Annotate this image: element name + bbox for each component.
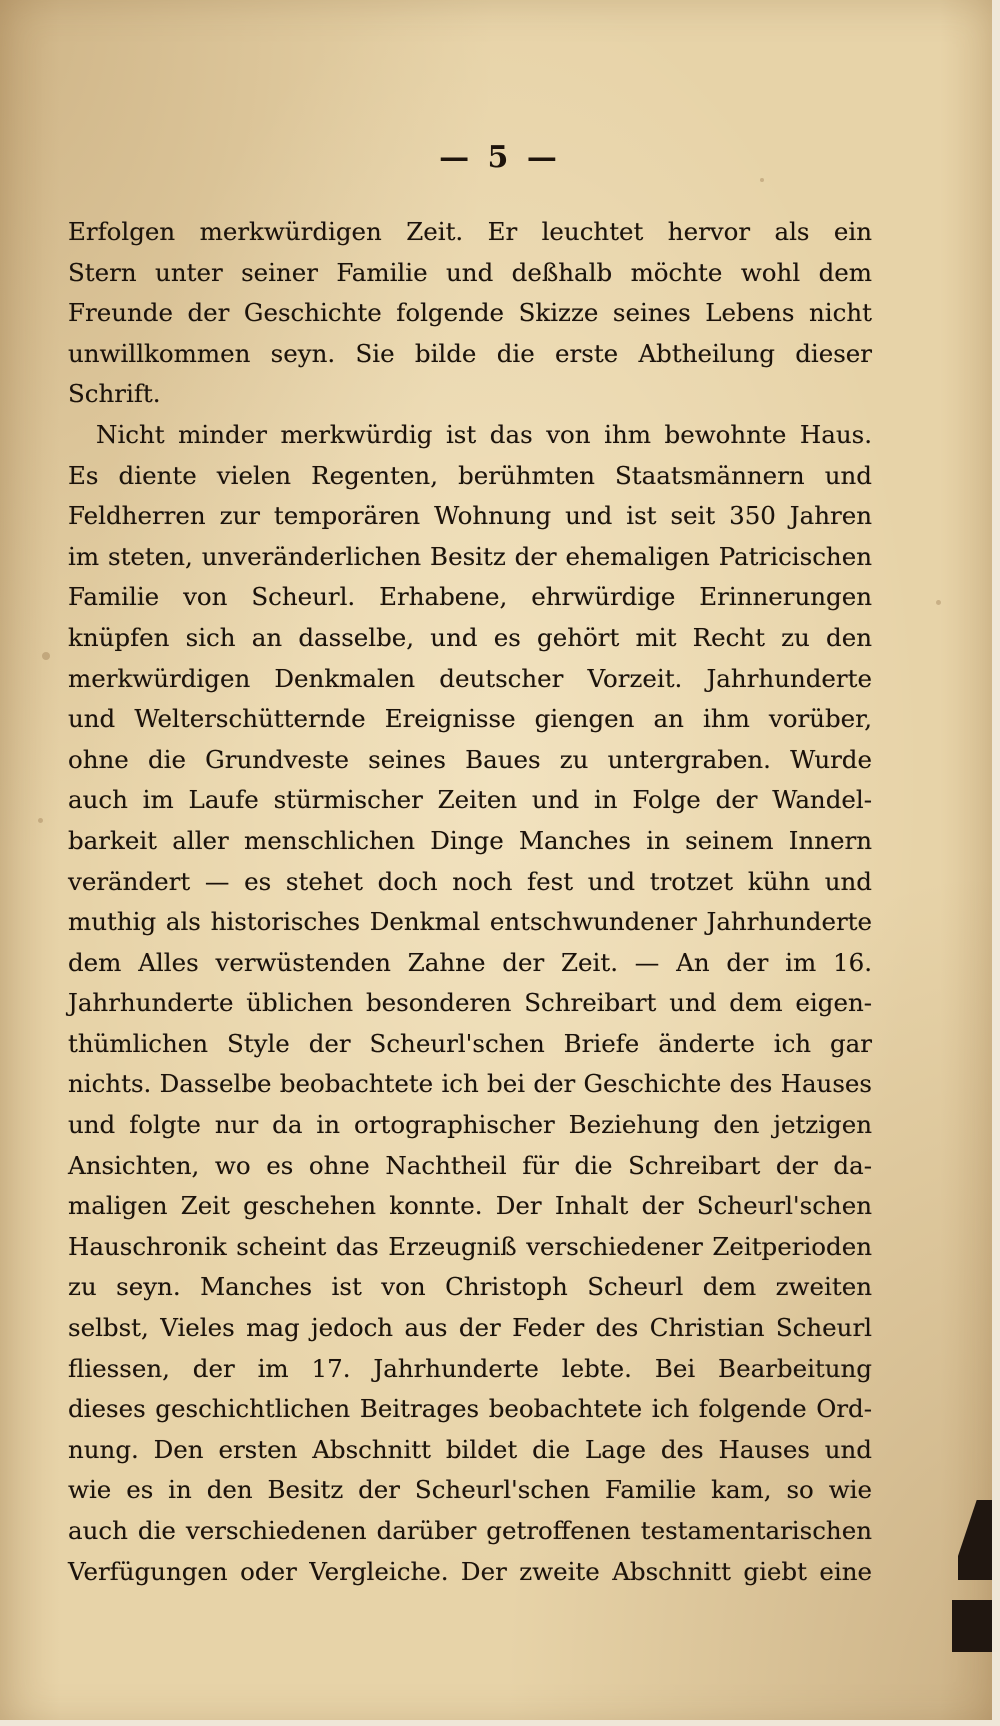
text-line: merkwürdigen Denkmalen deutscher Vorzeit. Jahrhunderte xyxy=(68,663,872,693)
text-line: Nicht minder merkwürdig ist das von ihm bewohnte Haus. xyxy=(96,419,872,449)
scan-margin-bottom xyxy=(0,1720,1000,1726)
text-line: Freunde der Geschichte folgende Skizze seines Lebens nicht xyxy=(68,298,872,328)
text-line: Ansichten, wo es ohne Nachtheil für die Schreibart der da- xyxy=(68,1150,872,1180)
text-line: Feldherren zur temporären Wohnung und ist seit 350 Jahren xyxy=(68,501,872,531)
text-line: fliessen, der im 17. Jahrhunderte lebte. Bei Bearbeitung xyxy=(68,1353,872,1383)
text-line: nichts. Dasselbe beobachtete ich bei der Geschichte des Hauses xyxy=(68,1069,872,1099)
text-line: Familie von Scheurl. Erhabene, ehrwürdige Erinnerungen xyxy=(68,582,872,612)
text-line: Verfügungen oder Vergleiche. Der zweite Abschnitt giebt eine xyxy=(68,1556,872,1586)
text-line: auch die verschiedenen darüber getroffenen testamentarischen xyxy=(68,1516,872,1545)
paper-stain xyxy=(760,178,764,182)
text-line: unwillkommen seyn. Sie bilde die erste Abtheilung dieser xyxy=(68,338,872,368)
text-line: Es diente vielen Regenten, berühmten Staatsmännern und xyxy=(68,460,872,490)
text-line: maligen Zeit geschehen konnte. Der Inhalt der Scheurl'schen xyxy=(68,1191,872,1221)
text-line: nung. Den ersten Abschnitt bildet die Lage des Hauses und xyxy=(68,1434,872,1464)
page-edge-tab xyxy=(952,1600,992,1652)
paper-stain xyxy=(936,600,941,605)
text-line: Jahrhunderte üblichen besonderen Schreibart und dem eigen- xyxy=(68,988,872,1018)
text-line: thümlichen Style der Scheurl'schen Briefe änderte ich gar xyxy=(68,1028,872,1058)
text-line: dem Alles verwüstenden Zahne der Zeit. — An der im 16. xyxy=(68,947,872,977)
text-line: ohne die Grundveste seines Baues zu untergraben. Wurde xyxy=(68,744,872,774)
scan-margin-right xyxy=(992,0,1000,1726)
text-line: und folgte nur da in ortographischer Beziehung den jetzigen xyxy=(68,1110,872,1140)
text-line: wie es in den Besitz der Scheurl'schen Familie kam, so wie xyxy=(68,1475,872,1505)
text-line: Hauschronik scheint das Erzeugniß verschiedener Zeitperioden xyxy=(68,1231,872,1261)
paper-stain xyxy=(42,652,50,660)
paper-stain xyxy=(38,818,43,823)
text-line: auch im Laufe stürmischer Zeiten und in Folge der Wandel- xyxy=(68,785,872,815)
text-line: Stern unter seiner Familie und deßhalb möchte wohl dem xyxy=(68,257,872,287)
text-line: selbst, Vieles mag jedoch aus der Feder des Christian Scheurl xyxy=(68,1313,872,1343)
page-number: — 5 — xyxy=(439,140,561,175)
text-line: verändert — es stehet doch noch fest und trotzet kühn und xyxy=(68,866,872,896)
text-line: knüpfen sich an dasselbe, und es gehört mit Recht zu den xyxy=(68,622,872,652)
body-text xyxy=(68,212,872,1592)
text-line: zu seyn. Manches ist von Christoph Scheurl dem zweiten xyxy=(68,1272,872,1302)
text-line: barkeit aller menschlichen Dinge Manches in seinem Innern xyxy=(68,825,872,855)
text-line: Schrift. xyxy=(68,379,161,409)
text-line: Erfolgen merkwürdigen Zeit. Er leuchtet hervor als ein xyxy=(68,217,872,246)
text-line: dieses geschichtlichen Beitrages beobachtete ich folgende Ord- xyxy=(68,1394,872,1424)
page-edge-tab xyxy=(958,1500,992,1580)
text-line: und Welterschütternde Ereignisse giengen an ihm vorüber, xyxy=(68,704,872,734)
text-line: muthig als historisches Denkmal entschwundener Jahrhunderte xyxy=(68,907,872,937)
text-line: im steten, unveränderlichen Besitz der ehemaligen Patricischen xyxy=(68,541,872,571)
